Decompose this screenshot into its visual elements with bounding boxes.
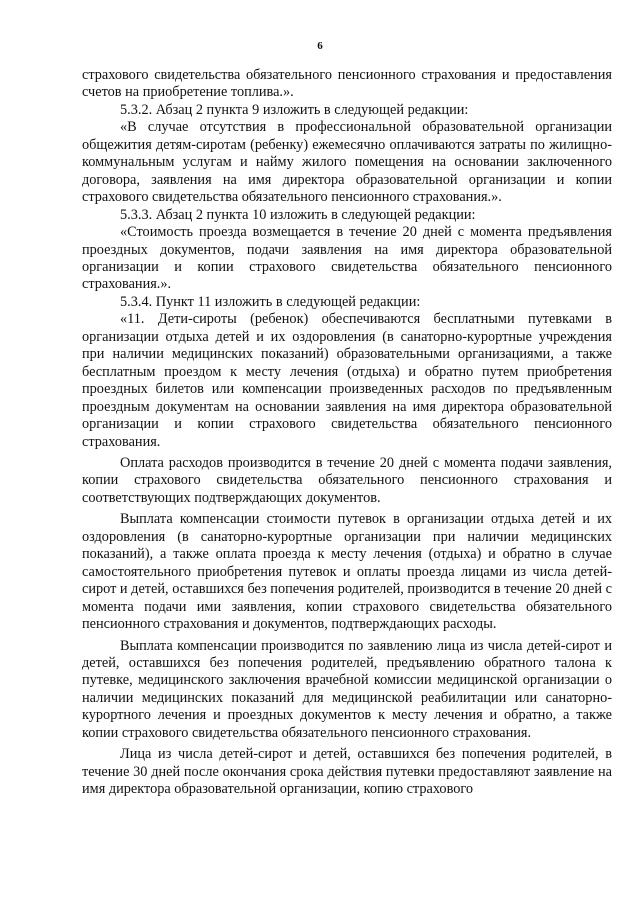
paragraph-quote-clause-10: «Стоимость проезда возмещается в течение 20 дней с момента предъявления проездных документов, подачи заявления на имя директора образовательной организации и копии страхового свидетельства обязательного пенсионного страхования.». (82, 224, 612, 293)
paragraph-clause-5-3-4: 5.3.4. Пункт 11 изложить в следующей редакции: (120, 293, 421, 310)
document-body (82, 67, 612, 799)
paragraph-payment-terms: Оплата расходов производится в течение 20 дней с момента подачи заявления, копии страхового свидетельства обязательного пенсионного страхования и соответствующих подтверждающих документов. (82, 454, 612, 506)
paragraph-orphans-application: Лица из числа детей-сирот и детей, оставшихся без попечения родителей, в течение 30 дней после окончания срока действия путевки предоставляют заявление на имя директора образовательной организации, копию страхового (82, 746, 612, 798)
paragraph-clause-5-3-2: 5.3.2. Абзац 2 пункта 9 изложить в следующей редакции: (120, 101, 469, 118)
paragraph-quote-clause-11: «11. Дети-сироты (ребенок) обеспечиваются бесплатными путевками в организации отдыха детей и их оздоровления (в санаторно-курортные учреждения при наличии медицинских показаний) образовательными организациями, а также бесплатным проездом к месту лечения (отдыха) и обратно путем приобретения проездных билетов или компенсации произведенных расходов по предъявленным проездным документам на основании заявления на имя директора образовательной организации и копии страхового свидетельства обязательного пенсионного страхования. (82, 311, 612, 450)
paragraph-compensation-vouchers: Выплата компенсации стоимости путевок в организации отдыха детей и их оздоровления (в санаторно-курортные организации при наличии медицинских показаний), а также оплата проезда к месту лечения (отдыха) и обратно в случае самостоятельного приобретения путевок и оплаты проезда лицами из числа детей-сирот и детей, оставшихся без попечения родителей, производится в течение 20 дней с момента подачи ими заявления, копии страхового свидетельства обязательного пенсионного страхования и документов, подтверждающих расходы. (82, 511, 612, 633)
page-number: 6 (317, 40, 323, 52)
paragraph-clause-5-3-3: 5.3.3. Абзац 2 пункта 10 изложить в следующей редакции: (120, 206, 476, 223)
paragraph-compensation-procedure: Выплата компенсации производится по заявлению лица из числа детей-сирот и детей, оставшихся без попечения родителей, предъявлению обратного талона к путевке, медицинского заключения врачебной комиссии медицинской организации о наличии медицинских показаний для медицинской реабилитации или санаторно-курортного лечения и проездных документов к месту лечения и обратно, а также копии страхового свидетельства обязательного пенсионного страхования. (82, 637, 612, 741)
paragraph-continuation: страхового свидетельства обязательного пенсионного страхования и предоставления счетов на приобретение топлива.». (82, 67, 612, 101)
paragraph-quote-clause-9: «В случае отсутствия в профессиональной образовательной организации общежития детям-сиротам (ребенку) ежемесячно оплачиваются затраты по жилищно-коммунальным услугам и найму жилого помещения на основании заключенного договора, заявления на имя директора образовательной организации и копии страхового свидетельства обязательного пенсионного страхования.». (82, 119, 612, 206)
